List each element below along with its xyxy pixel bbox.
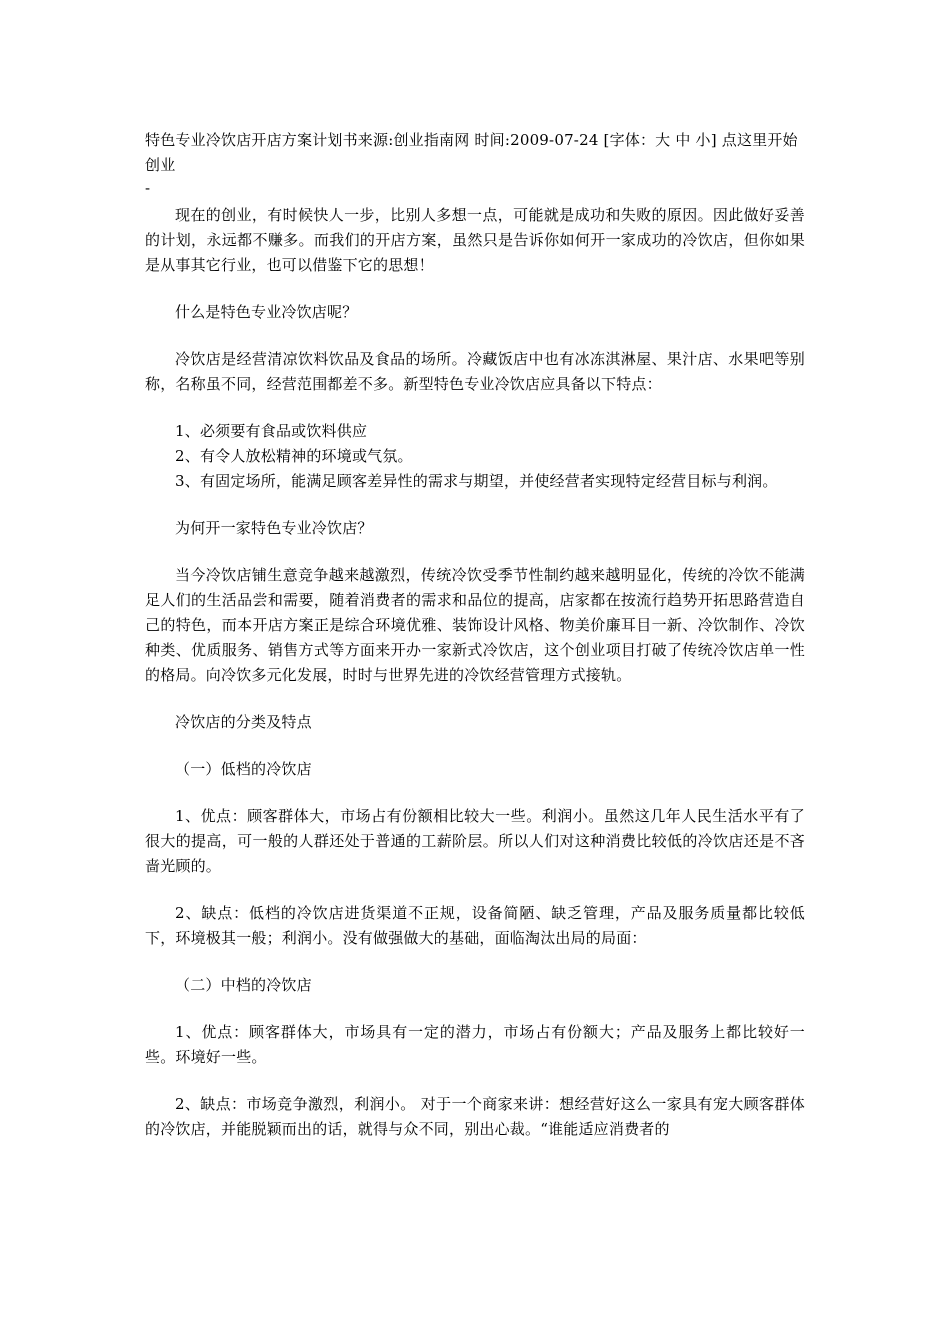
list-item-3: 3、有固定场所，能满足顾客差异性的需求与期望，并使经营者实现特定经营目标与利润。 (175, 472, 778, 490)
document-body (145, 128, 805, 1142)
paragraph-definition: 冷饮店是经营清凉饮料饮品及食品的场所。冷藏饭店中也有冰冻淇淋屋、果汁店、水果吧等别称，名称虽不同，经营范围都差不多。新型特色专业冷饮店应具备以下特点： (145, 350, 805, 393)
paragraph-low-end-cons: 2、缺点：低档的冷饮店进货渠道不正规，设备简陋、缺乏管理，产品及服务质量都比较低下，环境极其一般；利润小。没有做强做大的基础，面临淘汰出局的局面： (145, 904, 805, 947)
list-item-1: 1、必须要有食品或饮料供应 (175, 422, 368, 440)
separator-line: - (145, 179, 151, 197)
heading-what-is: 什么是特色专业冷饮店呢？ (175, 303, 358, 321)
article-header: 特色专业冷饮店开店方案计划书来源:创业指南网 时间:2009-07-24 [字体：大 中 小] 点这里开始创业 (145, 131, 798, 174)
paragraph-intro: 现在的创业，有时候快人一步，比别人多想一点，可能就是成功和失败的原因。因此做好妥善的计划，永远都不赚多。而我们的开店方案，虽然只是告诉你如何开一家成功的冷饮店，但你如果是从事其它行业，也可以借鉴下它的思想！ (145, 206, 805, 274)
heading-mid-range: （二）中档的冷饮店 (175, 976, 312, 994)
heading-why-open: 为何开一家特色专业冷饮店？ (175, 519, 373, 537)
paragraph-mid-range-cons: 2、缺点：市场竞争激烈，利润小。 对于一个商家来讲：想经营好这么一家具有宠大顾客群体的冷饮店，并能脱颖而出的话，就得与众不同，别出心裁。“谁能适应消费者的 (145, 1095, 805, 1138)
paragraph-low-end-pros: 1、优点：顾客群体大，市场占有份额相比较大一些。利润小。虽然这几年人民生活水平有了很大的提高，可一般的人群还处于普通的工薪阶层。所以人们对这种消费比较低的冷饮店还是不吝啬光顾的。 (145, 807, 805, 875)
list-item-2: 2、有令人放松精神的环境或气氛。 (175, 447, 413, 465)
heading-low-end: （一）低档的冷饮店 (175, 760, 312, 778)
paragraph-competition: 当今冷饮店铺生意竞争越来越激烈，传统冷饮受季节性制约越来越明显化，传统的冷饮不能满足人们的生活品尝和需要，随着消费者的需求和品位的提高，店家都在按流行趋势开拓思路营造自己的特色，而本开店方案正是综合环境优雅、装饰设计风格、物美价廉耳目一新、冷饮制作、冷饮种类、优质服务、销售方式等方面来开办一家新式冷饮店，这个创业项目打破了传统冷饮店单一性的格局。向冷饮多元化发展，时时与世界先进的冷饮经营管理方式接轨。 (145, 566, 805, 684)
paragraph-mid-range-pros: 1、优点：顾客群体大，市场具有一定的潜力，市场占有份额大；产品及服务上都比较好一些。环境好一些。 (145, 1023, 805, 1066)
heading-classification: 冷饮店的分类及特点 (175, 713, 312, 731)
